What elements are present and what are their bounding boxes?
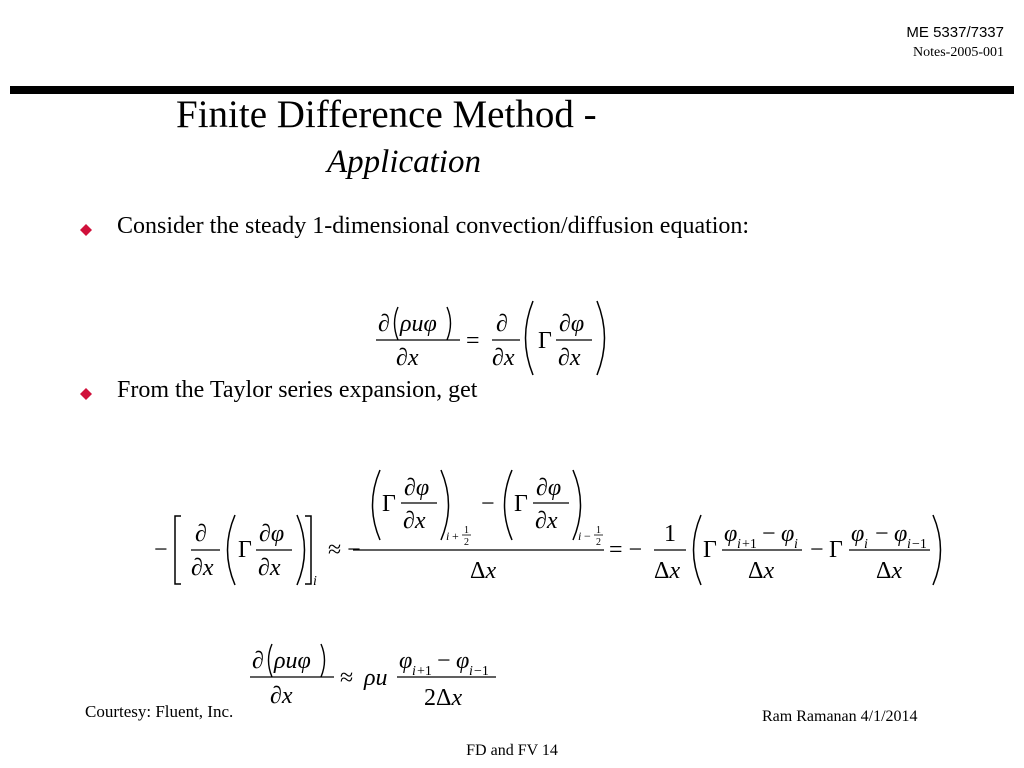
svg-text:−: −	[875, 521, 889, 547]
svg-text:+1: +1	[742, 537, 757, 552]
svg-text:∂: ∂	[378, 311, 390, 337]
svg-text:Γ: Γ	[382, 491, 396, 517]
slide-subtitle: Application	[327, 144, 481, 180]
svg-text:Γ: Γ	[829, 537, 843, 563]
svg-text:∂x: ∂x	[258, 555, 281, 581]
svg-text:−: −	[810, 537, 824, 563]
slide-footer: FD and FV 14	[466, 742, 558, 759]
svg-text:i: i	[794, 537, 798, 552]
svg-text:=: =	[466, 328, 480, 354]
svg-text:ρuφ: ρuφ	[274, 648, 311, 674]
svg-text:i: i	[907, 537, 911, 552]
svg-text:i: i	[469, 664, 473, 679]
svg-text:∂: ∂	[195, 521, 207, 547]
svg-text:ρuφ: ρuφ	[400, 311, 437, 337]
svg-text:i: i	[578, 529, 582, 543]
svg-text:∂x: ∂x	[270, 683, 293, 709]
svg-text:∂x: ∂x	[403, 508, 426, 534]
svg-text:∂: ∂	[252, 648, 264, 674]
svg-text:Δx: Δx	[654, 558, 681, 584]
svg-text:1: 1	[664, 521, 676, 547]
svg-text:∂φ: ∂φ	[259, 521, 285, 547]
svg-text:i: i	[412, 664, 416, 679]
svg-text:−: −	[154, 537, 168, 563]
svg-text:i: i	[313, 574, 317, 589]
svg-text:∂x: ∂x	[191, 555, 214, 581]
svg-text:φ: φ	[724, 521, 738, 547]
svg-text:Δx: Δx	[748, 558, 775, 584]
svg-text:φ: φ	[894, 521, 908, 547]
svg-text:2: 2	[596, 537, 601, 548]
svg-text:1: 1	[464, 525, 469, 536]
svg-text:∂x: ∂x	[492, 345, 515, 371]
svg-text:φ: φ	[851, 521, 865, 547]
svg-text:∂x: ∂x	[535, 508, 558, 534]
svg-text:1: 1	[596, 525, 601, 536]
svg-text:Δx: Δx	[876, 558, 903, 584]
svg-text:2: 2	[464, 537, 469, 548]
svg-text:φ: φ	[781, 521, 795, 547]
svg-text:φ: φ	[456, 648, 470, 674]
svg-text:+: +	[452, 529, 459, 543]
svg-text:−1: −1	[474, 664, 489, 679]
bullet-text-2: From the Taylor series expansion, get	[117, 377, 478, 403]
svg-text:∂φ: ∂φ	[559, 311, 585, 337]
svg-text:−: −	[584, 529, 591, 543]
svg-text:∂x: ∂x	[396, 345, 419, 371]
svg-text:∂x: ∂x	[558, 345, 581, 371]
svg-text:i: i	[737, 537, 741, 552]
svg-text:2Δx: 2Δx	[424, 685, 463, 711]
slide-title: Finite Difference Method -	[176, 93, 597, 136]
svg-text:Γ: Γ	[703, 537, 717, 563]
svg-text:Γ: Γ	[238, 537, 252, 563]
svg-text:Γ: Γ	[514, 491, 528, 517]
diamond-bullet-icon	[80, 388, 92, 400]
notes-id: Notes-2005-001	[913, 45, 1004, 60]
diamond-bullet-icon	[80, 224, 92, 236]
svg-text:−: −	[481, 491, 495, 517]
svg-text:−: −	[437, 648, 451, 674]
svg-text:Δx: Δx	[470, 558, 497, 584]
svg-text:= −: = −	[609, 537, 643, 563]
svg-text:≈ −: ≈ −	[328, 537, 361, 563]
svg-text:φ: φ	[399, 648, 413, 674]
courtesy-credit: Courtesy: Fluent, Inc.	[85, 702, 234, 721]
svg-text:ρu: ρu	[364, 665, 388, 691]
bullet-text-1: Consider the steady 1-dimensional convection/diffusion equation:	[117, 213, 750, 239]
svg-text:∂φ: ∂φ	[404, 475, 430, 501]
svg-text:−1: −1	[912, 537, 927, 552]
course-code: ME 5337/7337	[906, 24, 1004, 41]
svg-text:≈: ≈	[340, 665, 354, 691]
svg-text:∂: ∂	[496, 311, 508, 337]
svg-text:∂φ: ∂φ	[536, 475, 562, 501]
author-date: Ram Ramanan 4/1/2014	[762, 708, 918, 725]
svg-text:i: i	[864, 537, 868, 552]
svg-text:+1: +1	[417, 664, 432, 679]
svg-text:Γ: Γ	[538, 328, 552, 354]
svg-text:i: i	[446, 529, 450, 543]
svg-text:−: −	[762, 521, 776, 547]
